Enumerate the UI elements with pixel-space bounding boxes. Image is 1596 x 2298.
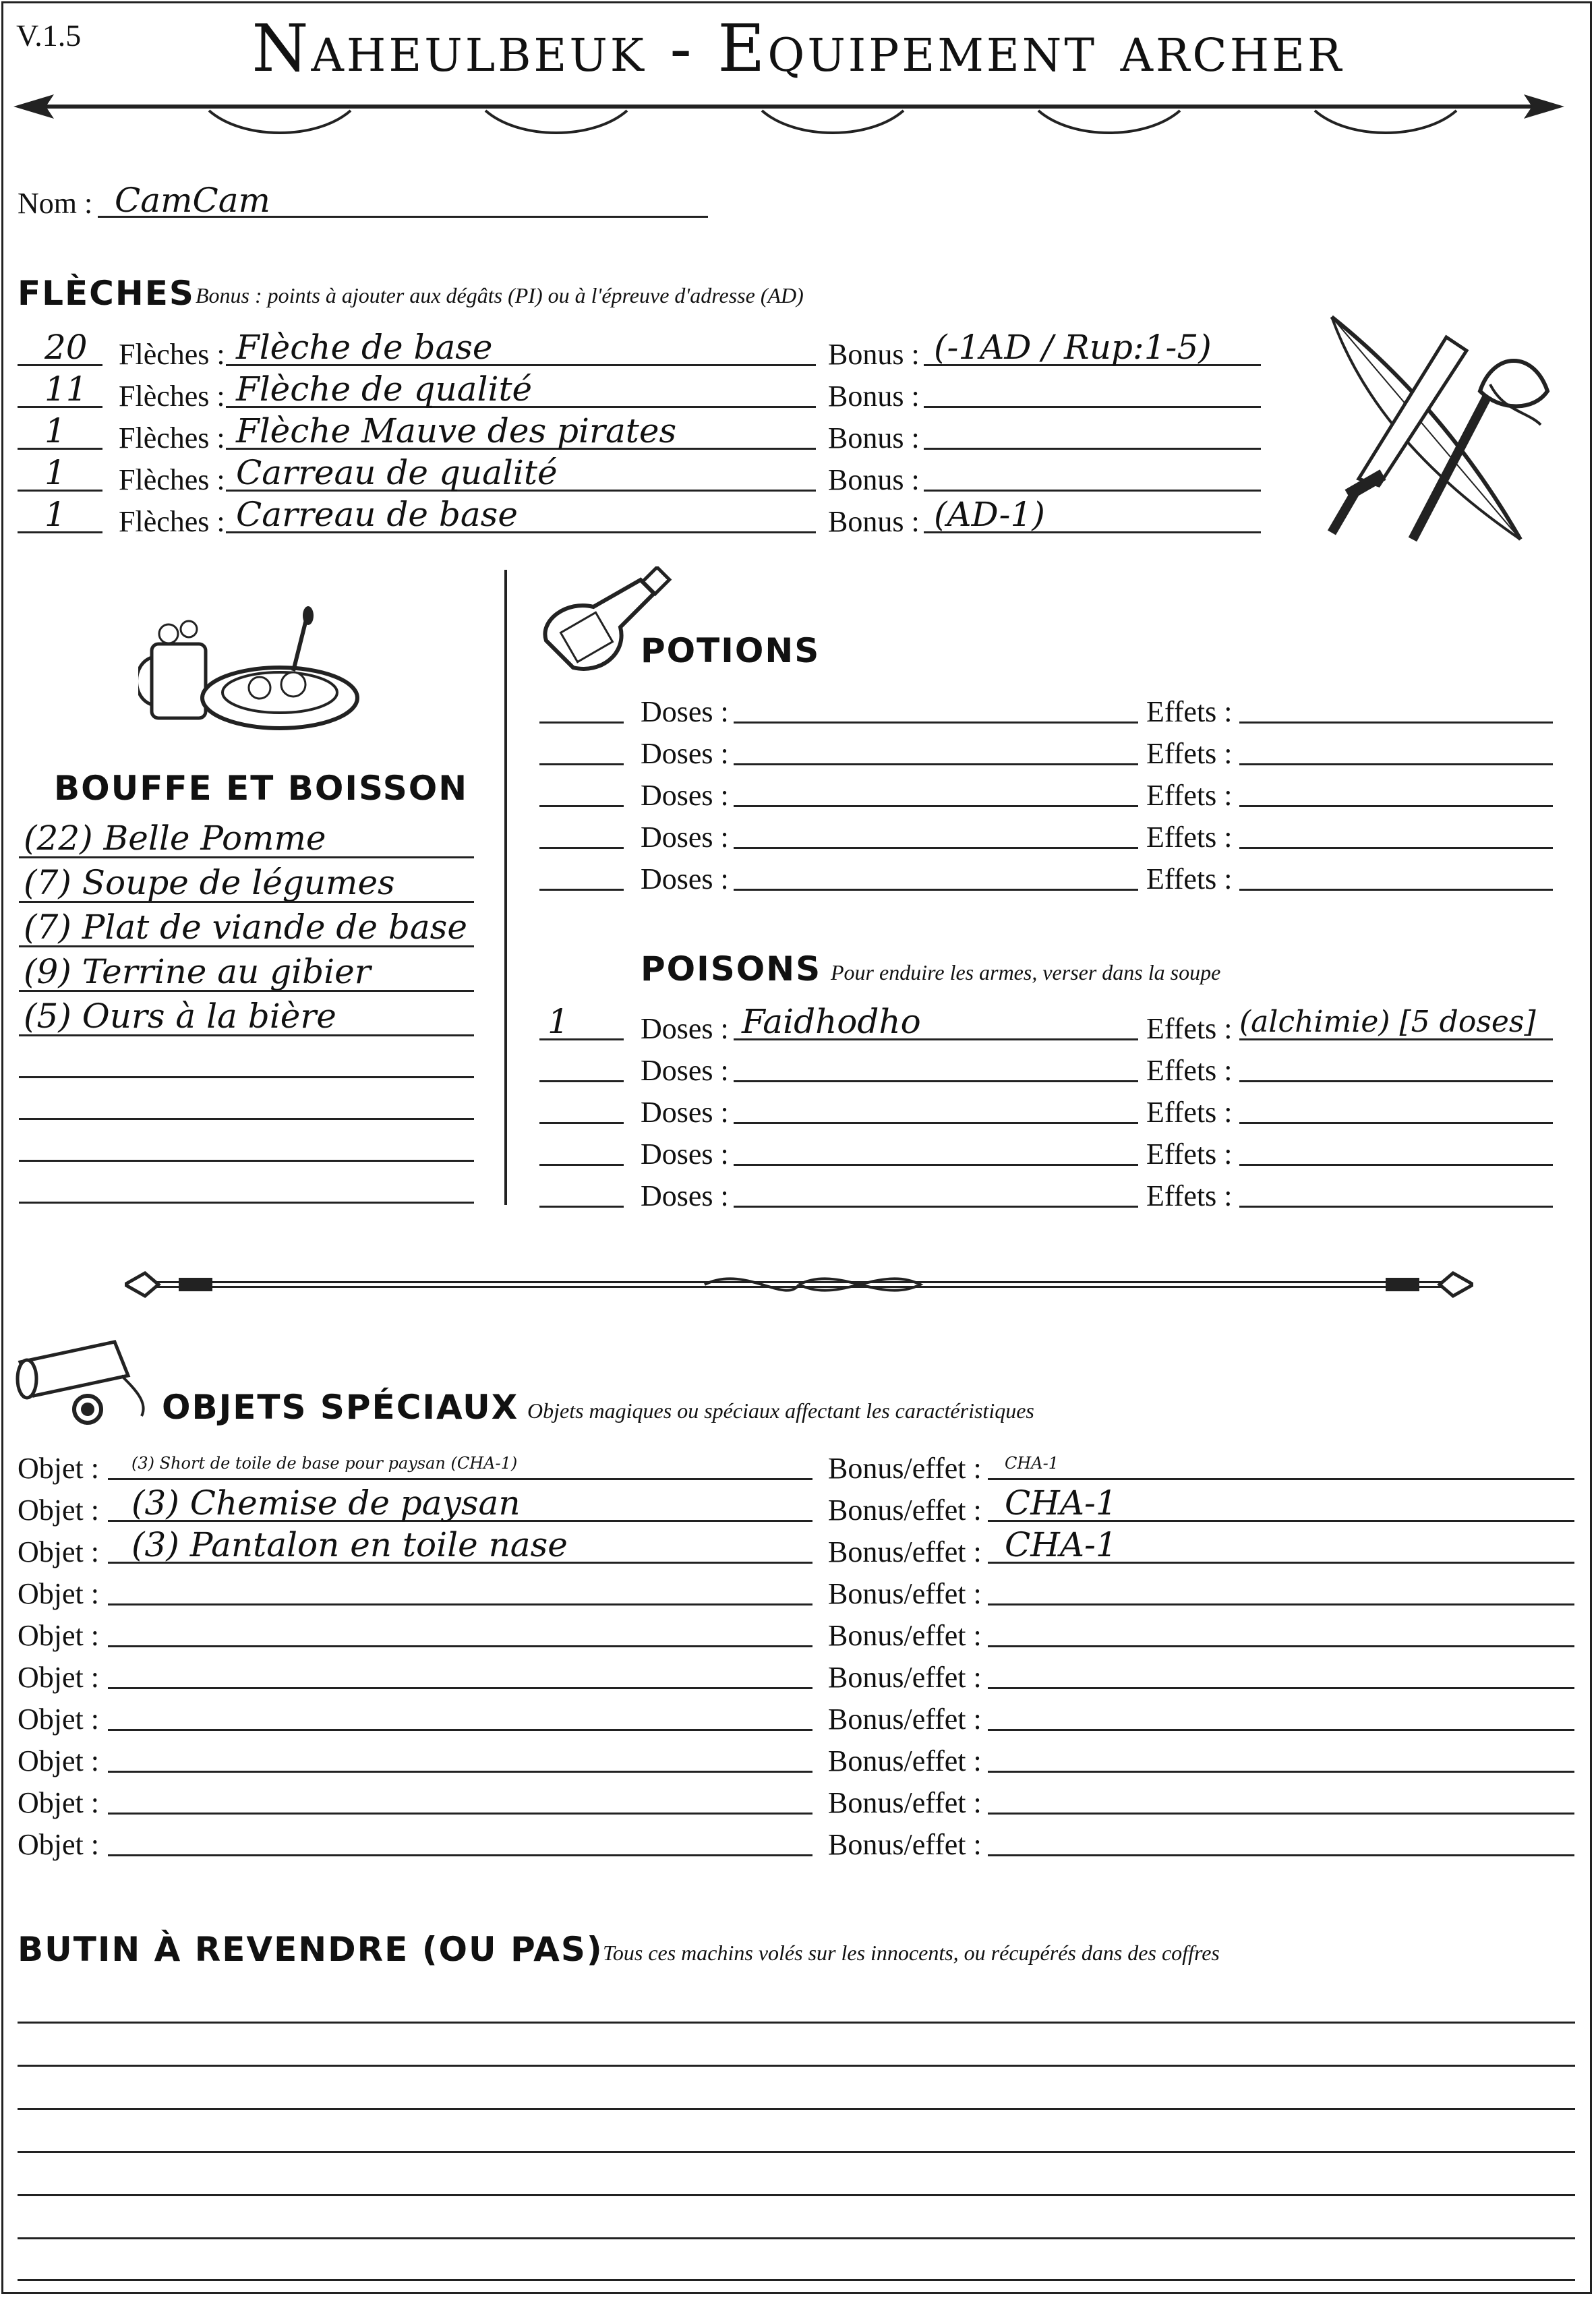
fleches-bonus-field[interactable] (924, 372, 1261, 408)
bouffe-item: (7) Plat de viande de base (24, 908, 467, 947)
butin-line[interactable] (18, 2245, 1575, 2281)
potions-effets-field[interactable] (1239, 771, 1553, 807)
nom-label: Nom : (18, 187, 93, 220)
fleches-qty: 1 (45, 495, 66, 534)
objet-bonus: CHA-1 (1005, 1525, 1117, 1564)
potions-doses-field[interactable] (734, 771, 1138, 807)
poisons-effets-label: Effets : (1146, 1012, 1233, 1045)
objets-subtitle: Objets magiques ou spéciaux affectant les caractéristiques (527, 1398, 1034, 1423)
bouffe-item-field[interactable] (19, 1036, 474, 1078)
fleches-subtitle: Bonus : points à ajouter aux dégâts (PI) ou à l'épreuve d'adresse (AD) (196, 283, 804, 307)
fleches-bonus-label: Bonus : (828, 338, 920, 371)
objet-bonus-label: Bonus/effet : (828, 1619, 982, 1652)
potions-qty-field[interactable] (539, 771, 624, 807)
objet-bonus-field[interactable] (988, 1444, 1574, 1480)
objet-field[interactable] (108, 1695, 812, 1731)
fleches-bonus-label: Bonus : (828, 505, 920, 538)
potions-effets-label: Effets : (1146, 737, 1233, 770)
fleches-qty: 1 (45, 453, 66, 492)
bouffe-item: (7) Soupe de légumes (24, 863, 395, 902)
potions-qty-field[interactable] (539, 813, 624, 849)
poisons-qty-field[interactable] (539, 1172, 624, 1208)
butin-line[interactable] (18, 2160, 1575, 2196)
bouffe-item-field[interactable] (19, 1078, 474, 1120)
objet-label: Objet : (18, 1535, 99, 1568)
fleches-name: Carreau de qualité (236, 453, 558, 492)
potions-doses-label: Doses : (641, 862, 729, 895)
potions-doses-field[interactable] (734, 855, 1138, 891)
fleches-bonus-field[interactable] (924, 414, 1261, 450)
staff-divider-icon (125, 1261, 1473, 1308)
poisons-effets-label: Effets : (1146, 1054, 1233, 1087)
objet-bonus-field[interactable] (988, 1779, 1574, 1815)
objet-bonus-field[interactable] (988, 1821, 1574, 1856)
fleches-row-label: Flèches : (119, 421, 225, 454)
objet-field[interactable] (108, 1612, 812, 1647)
poisons-effets-field[interactable] (1239, 1130, 1553, 1166)
objet-bonus-label: Bonus/effet : (828, 1452, 982, 1485)
potions-title: POTIONS (641, 631, 821, 670)
potions-effets-label: Effets : (1146, 821, 1233, 854)
fleches-bonus-label: Bonus : (828, 463, 920, 496)
objet-name: (3) Pantalon en toile nase (131, 1525, 568, 1564)
fleches-row-label: Flèches : (119, 505, 225, 538)
poisons-doses-field[interactable] (734, 1130, 1138, 1166)
version-label: V.1.5 (16, 18, 82, 53)
potions-effets-field[interactable] (1239, 688, 1553, 724)
objet-bonus-field[interactable] (988, 1570, 1574, 1605)
potions-doses-field[interactable] (734, 730, 1138, 765)
potions-qty-field[interactable] (539, 688, 624, 724)
arrow-divider-icon (13, 86, 1564, 147)
butin-line[interactable] (18, 2031, 1575, 2067)
poisons-effets-field[interactable] (1239, 1047, 1553, 1082)
poisons-doses-field[interactable] (734, 1047, 1138, 1082)
potions-effets-field[interactable] (1239, 855, 1553, 891)
potions-doses-label: Doses : (641, 695, 729, 728)
fleches-bonus: (-1AD / Rup:1-5) (934, 328, 1212, 367)
objet-name: (3) Chemise de paysan (131, 1483, 521, 1523)
poisons-effets: (alchimie) [5 doses] (1239, 1005, 1536, 1039)
poisons-effets-field[interactable] (1239, 1172, 1553, 1208)
butin-title: BUTIN À REVENDRE (OU PAS) (18, 1930, 603, 1969)
objet-field[interactable] (108, 1779, 812, 1815)
objet-field[interactable] (108, 1653, 812, 1689)
poisons-doses-label: Doses : (641, 1096, 729, 1129)
fleches-name: Flèche de base (236, 328, 493, 367)
objet-label: Objet : (18, 1452, 99, 1485)
poisons-qty-field[interactable] (539, 1047, 624, 1082)
poisons-doses-field[interactable] (734, 1088, 1138, 1124)
fleches-bonus: (AD-1) (934, 495, 1045, 534)
fleches-qty: 11 (45, 370, 88, 409)
fleches-name: Carreau de base (236, 495, 518, 534)
fleches-bonus-label: Bonus : (828, 421, 920, 454)
poisons-doses: Faidhodho (742, 1002, 921, 1041)
bouffe-item: (9) Terrine au gibier (24, 952, 371, 991)
bouffe-item: (22) Belle Pomme (24, 819, 326, 858)
potions-effets-label: Effets : (1146, 695, 1233, 728)
scroll-ring-icon (13, 1335, 155, 1430)
objet-bonus-field[interactable] (988, 1695, 1574, 1731)
column-divider (504, 570, 507, 1205)
poisons-qty: 1 (548, 1002, 569, 1041)
nom-value: CamCam (115, 181, 270, 220)
fleches-qty: 1 (45, 411, 66, 450)
objet-field[interactable] (108, 1570, 812, 1605)
bouffe-title: BOUFFE ET BOISSON (54, 769, 469, 808)
objet-bonus-label: Bonus/effet : (828, 1535, 982, 1568)
potions-effets-field[interactable] (1239, 813, 1553, 849)
potions-doses-field[interactable] (734, 813, 1138, 849)
potions-qty-field[interactable] (539, 855, 624, 891)
objet-bonus-label: Bonus/effet : (828, 1786, 982, 1819)
crossed-weapons-icon (1318, 310, 1568, 553)
food-plate-icon (138, 603, 361, 738)
objet-label: Objet : (18, 1494, 99, 1527)
objets-title: OBJETS SPÉCIAUX (162, 1388, 519, 1427)
objet-label: Objet : (18, 1619, 99, 1652)
objet-bonus-label: Bonus/effet : (828, 1577, 982, 1610)
poisons-qty-field[interactable] (539, 1088, 624, 1124)
objet-bonus: CHA-1 (1005, 1483, 1117, 1523)
potions-effets-field[interactable] (1239, 730, 1553, 765)
objet-label: Objet : (18, 1828, 99, 1861)
poisons-effets-label: Effets : (1146, 1138, 1233, 1171)
fleches-qty: 20 (45, 328, 88, 367)
fleches-title: FLÈCHES (18, 274, 195, 313)
poisons-effets-label: Effets : (1146, 1096, 1233, 1129)
objet-bonus-label: Bonus/effet : (828, 1744, 982, 1777)
bouffe-item-field[interactable] (19, 1161, 474, 1204)
objet-bonus: CHA-1 (1005, 1454, 1059, 1473)
objet-label: Objet : (18, 1703, 99, 1736)
potions-effets-label: Effets : (1146, 862, 1233, 895)
butin-line[interactable] (18, 1988, 1575, 2024)
objet-bonus-label: Bonus/effet : (828, 1703, 982, 1736)
fleches-bonus-label: Bonus : (828, 380, 920, 413)
poisons-subtitle: Pour enduire les armes, verser dans la soupe (831, 960, 1221, 984)
objet-bonus-label: Bonus/effet : (828, 1828, 982, 1861)
fleches-name: Flèche de qualité (236, 370, 533, 409)
bouffe-item-field[interactable] (19, 1119, 474, 1162)
objet-field[interactable] (108, 1821, 812, 1856)
bouffe-item: (5) Ours à la bière (24, 997, 336, 1036)
poisons-doses-label: Doses : (641, 1138, 729, 1171)
objet-bonus-field[interactable] (988, 1612, 1574, 1647)
objet-label: Objet : (18, 1577, 99, 1610)
potions-effets-label: Effets : (1146, 779, 1233, 812)
objet-label: Objet : (18, 1744, 99, 1777)
butin-subtitle: Tous ces machins volés sur les innocents, ou récupérés dans des coffres (603, 1941, 1220, 1965)
fleches-name: Flèche Mauve des pirates (236, 411, 677, 450)
objet-bonus-field[interactable] (988, 1737, 1574, 1773)
poisons-doses-label: Doses : (641, 1179, 729, 1212)
potions-doses-label: Doses : (641, 821, 729, 854)
objet-label: Objet : (18, 1661, 99, 1694)
fleches-bonus-field[interactable] (924, 456, 1261, 492)
poisons-effets-field[interactable] (1239, 1088, 1553, 1124)
poisons-doses-field[interactable] (734, 1172, 1138, 1208)
objet-name: (3) Short de toile de base pour paysan (CHA-1) (131, 1454, 518, 1473)
butin-line[interactable] (18, 2117, 1575, 2153)
objet-label: Objet : (18, 1786, 99, 1819)
butin-line[interactable] (18, 2204, 1575, 2239)
potions-doses-label: Doses : (641, 737, 729, 770)
objet-bonus-label: Bonus/effet : (828, 1661, 982, 1694)
page-title: Naheulbeuk - Equipement archer (252, 11, 1344, 86)
potions-doses-field[interactable] (734, 688, 1138, 724)
potions-doses-label: Doses : (641, 779, 729, 812)
fleches-row-label: Flèches : (119, 338, 225, 371)
poisons-qty-field[interactable] (539, 1130, 624, 1166)
objet-field[interactable] (108, 1737, 812, 1773)
objet-bonus-label: Bonus/effet : (828, 1494, 982, 1527)
objet-bonus-field[interactable] (988, 1653, 1574, 1689)
fleches-row-label: Flèches : (119, 463, 225, 496)
poisons-doses-label: Doses : (641, 1054, 729, 1087)
poisons-title: POISONS (641, 949, 822, 989)
poisons-effets-label: Effets : (1146, 1179, 1233, 1212)
poisons-doses-label: Doses : (641, 1012, 729, 1045)
potions-qty-field[interactable] (539, 730, 624, 765)
fleches-row-label: Flèches : (119, 380, 225, 413)
butin-line[interactable] (18, 2074, 1575, 2110)
